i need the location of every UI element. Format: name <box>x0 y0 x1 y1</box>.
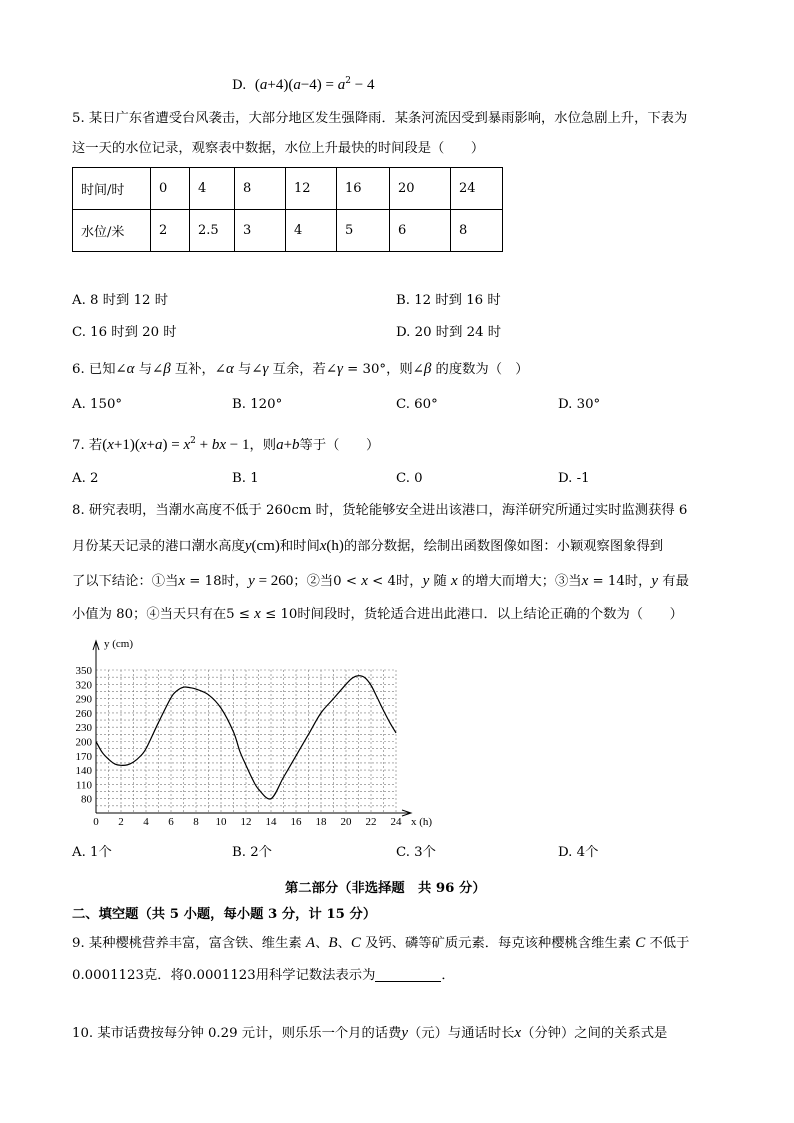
table-cell: 3 <box>235 210 286 252</box>
y-tick-label: 260 <box>75 707 92 720</box>
q9-stem-line2: 0.0001123克．将0.0001123用科学记数法表示为 ． <box>72 968 455 983</box>
q8-option-a[interactable]: A. 1个 <box>72 845 112 860</box>
table-cell: 4 <box>190 168 235 210</box>
table-cell: 4 <box>286 210 337 252</box>
x-tick-label: 0 <box>93 816 99 828</box>
q4-option-d: D. $(a+4)(a-4) = a^2 - 4$ <box>232 76 375 93</box>
table-cell: 5 <box>337 210 390 252</box>
q10-stem: 10. 某市话费按每分钟 0.29 元计，则乐乐一个月的话费y（元）与通话时长x（分钟）之间的关系式是 <box>72 1025 668 1041</box>
chart-axes <box>93 641 411 816</box>
q7-option-b[interactable]: B. 1 <box>232 471 259 486</box>
x-tick-label: 16 <box>290 816 302 828</box>
table-cell: 6 <box>390 210 451 252</box>
q6-option-a[interactable]: A. 150° <box>72 397 123 412</box>
q8-option-b[interactable]: B. 2个 <box>232 845 272 860</box>
section-heading: 二、填空题（共 5 小题，每小题 3 分，计 15 分） <box>72 907 377 922</box>
chart-grid <box>96 670 396 813</box>
table-cell: 2.5 <box>190 210 235 252</box>
x-tick-label: 18 <box>315 816 327 828</box>
q5-option-a[interactable]: A. 8 时到 12 时 <box>72 293 169 308</box>
q8-option-c[interactable]: C. 3个 <box>396 845 436 860</box>
y-tick-label: 290 <box>75 693 92 706</box>
y-tick-label: 140 <box>75 765 92 778</box>
q8-stem-line1: 8. 研究表明，当潮水高度不低于 260cm 时，货轮能够安全进出该港口，海洋研究所通过实时监测获得 6 <box>72 503 688 518</box>
q7-option-a[interactable]: A. 2 <box>72 471 99 486</box>
q7-option-d[interactable]: D. -1 <box>558 471 590 486</box>
table-cell: 0 <box>151 168 190 210</box>
q6-option-b[interactable]: B. 120° <box>232 397 283 412</box>
q5-option-b[interactable]: B. 12 时到 16 时 <box>396 293 501 308</box>
x-tick-label: 24 <box>390 816 402 828</box>
y-tick-label: 110 <box>75 779 92 792</box>
q5-option-c[interactable]: C. 16 时到 20 时 <box>72 325 177 340</box>
q6-option-c[interactable]: C. 60° <box>396 397 438 412</box>
table-cell: 12 <box>286 168 337 210</box>
x-axis-label: x (h) <box>411 816 433 828</box>
x-tick-label: 2 <box>118 816 124 828</box>
table-cell: 16 <box>337 168 390 210</box>
table-row <box>73 168 503 210</box>
x-tick-label: 10 <box>215 816 227 828</box>
tide-height-chart <box>60 632 440 832</box>
q7-stem: 7. 若$(x+1)(x+a) = x^2$ + bx − 1，则a+b等于（ ） <box>72 436 380 453</box>
table-cell: 8 <box>235 168 286 210</box>
x-tick-label: 20 <box>340 816 352 828</box>
q5-stem-line2: 这一天的水位记录，观察表中数据，水位上升最快的时间段是（ ） <box>72 141 485 156</box>
q6-option-d[interactable]: D. 30° <box>558 397 601 412</box>
y-tick-label: 170 <box>75 750 92 763</box>
y-tick-label: 230 <box>75 722 92 735</box>
q8-option-d[interactable]: D. 4个 <box>558 845 599 860</box>
q6-stem: 6. 已知∠α 与∠β 互补，∠α 与∠γ 互余，若∠γ = 30°，则∠β 的度数为（ ） <box>72 361 529 377</box>
q5-stem-line1: 5. 某日广东省遭受台风袭击，大部分地区发生强降雨．某条河流因受到暴雨影响，水位急剧上升，下表为 <box>72 111 688 126</box>
table-row <box>73 210 503 252</box>
x-tick-label: 12 <box>240 816 252 828</box>
y-tick-label: 200 <box>75 736 92 749</box>
part2-title: 第二部分（非选择题 共 96 分） <box>285 881 486 896</box>
table-cell: 20 <box>390 168 451 210</box>
x-tick-label: 8 <box>193 816 199 828</box>
x-tick-label: 14 <box>265 816 277 828</box>
answer-blank[interactable] <box>375 967 441 982</box>
table-cell: 8 <box>451 210 503 252</box>
x-tick-label: 22 <box>365 816 377 828</box>
x-tick-label: 4 <box>143 816 149 828</box>
table-cell: 24 <box>451 168 503 210</box>
y-tick-label: 320 <box>75 679 92 692</box>
y-axis-label: y (cm) <box>104 638 134 650</box>
x-tick-label: 6 <box>168 816 174 828</box>
q7-option-c[interactable]: C. 0 <box>396 471 423 486</box>
table-header-cell: 时间/时 <box>73 168 151 210</box>
y-tick-label: 80 <box>81 793 92 806</box>
water-level-table <box>72 167 503 252</box>
q5-option-d[interactable]: D. 20 时到 24 时 <box>396 325 502 340</box>
table-header-cell: 水位/米 <box>73 210 151 252</box>
q8-stem-line3: 了以下结论：①当x = 18时，y = 260；②当0 < x < 4时，y 随 x 的增大而增大；③当x = 14时，y 有最 <box>72 573 689 589</box>
y-tick-label: 350 <box>75 665 92 677</box>
q8-stem-line4: 小值为 80；④当天只有在5 ≤ x ≤ 10时间段时，货轮适合进出此港口．以上结论正确的个数为（ ） <box>72 606 683 622</box>
q8-stem-line2: 月份某天记录的港口潮水高度y(cm)和时间x(h)的部分数据，绘制出函数图像如图：小颖观察图象得到 <box>72 538 664 554</box>
table-cell: 2 <box>151 210 190 252</box>
q9-stem-line1: 9. 某种樱桃营养丰富，富含铁、维生素 A、B、C 及钙、磷等矿质元素．每克该种樱桃含维生素 C 不低于 <box>72 935 690 951</box>
